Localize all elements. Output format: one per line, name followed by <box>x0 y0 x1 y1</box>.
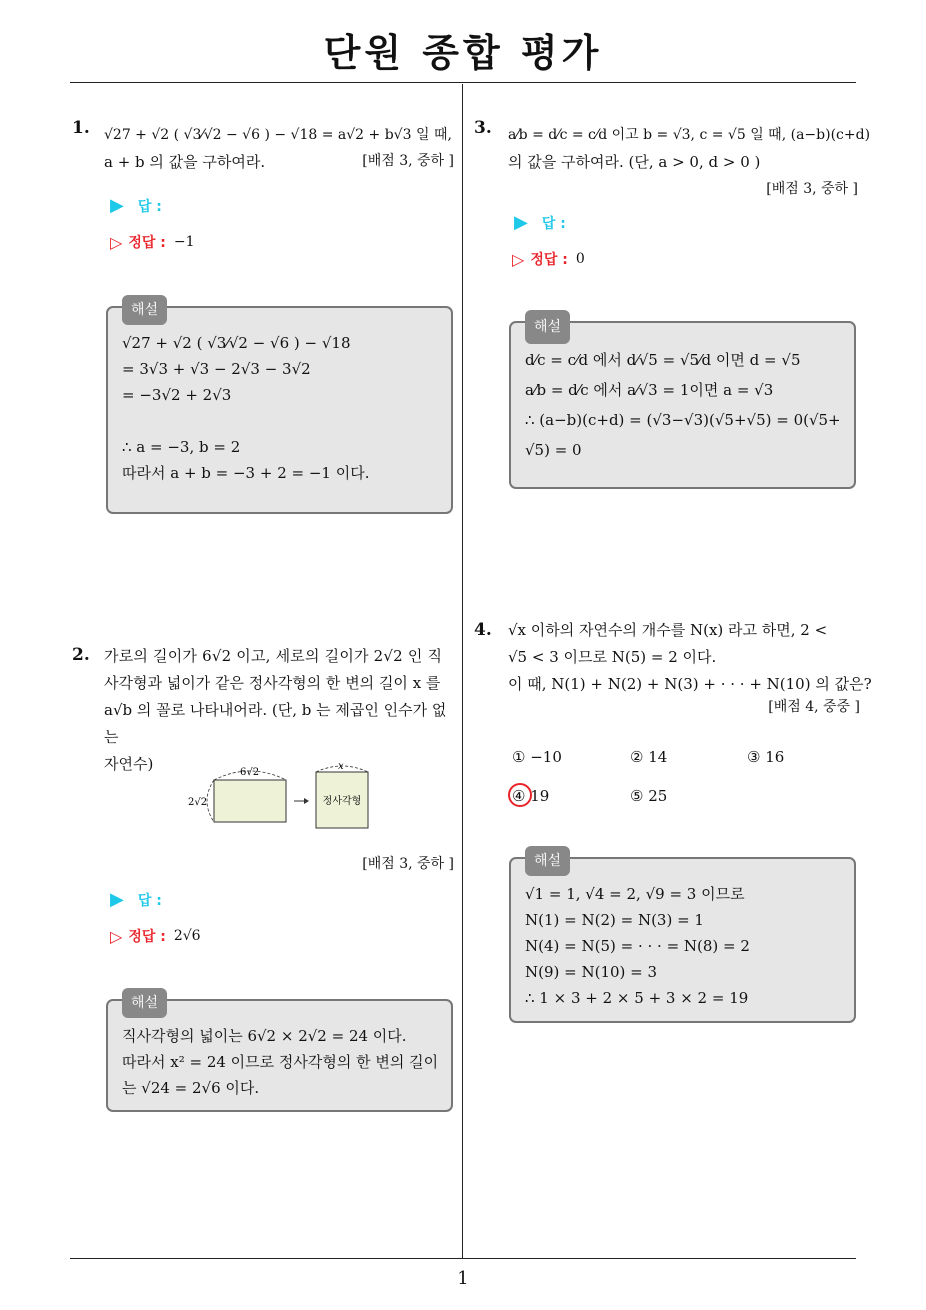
correct-label: 정답 : <box>530 252 568 268</box>
arrow-icon <box>304 798 309 804</box>
solution-tag: 해설 <box>525 310 570 344</box>
choice-5[interactable]: ⑤ 25 <box>630 787 668 805</box>
problem-1 <box>104 122 454 170</box>
square-side-label: x <box>338 762 344 772</box>
solution-tag: 해설 <box>122 988 167 1018</box>
choice-2[interactable]: ② 14 <box>630 748 668 766</box>
outline-triangle-icon: ▷ <box>110 926 123 946</box>
rect-height-label: 2√2 <box>188 797 208 808</box>
correct-label: 정답 : <box>128 929 166 945</box>
problem-3-solution: 해설 d⁄c = c⁄d 에서 d⁄√5 = √5⁄d 이면 d = √5 a⁄b = d⁄c 에서 a⁄√3 = 1이면 a = √3 ∴ (a−b)(c+d) = (√3−√3)(√5+√5) = 0(√5+ √5) = 0 <box>509 321 856 489</box>
problem-1-correct-value: −1 <box>173 234 195 250</box>
problem-3-answer-field[interactable] <box>514 212 566 233</box>
problem-4-number: 4. <box>474 620 492 640</box>
problem-1-text: √27 + √2 ( √3⁄√2 − √6 ) − √18 = a√2 + b√3 일 때, a + b 의 값을 구하여라. <box>104 127 452 171</box>
problem-3-text: a⁄b = d⁄c = c⁄d 이고 b = √3, c = √5 일 때, (a−b)(c+d) 의 값을 구하여라. (단, a > 0, d > 0 ) <box>508 127 871 171</box>
problem-3-score: [배점 3, 중하 ] <box>766 181 858 197</box>
choice-4[interactable]: ④ 19 <box>512 787 550 805</box>
problem-1-correct <box>110 232 194 252</box>
play-triangle-icon: ▶ <box>514 212 528 233</box>
problem-2-answer-field[interactable] <box>110 889 162 910</box>
solution-tag: 해설 <box>525 846 570 876</box>
problem-4-text: √x 이하의 자연수의 개수를 N(x) 라고 하면, 2 < √5 < 3 이므로 N(5) = 2 이다. 이 때, N(1) + N(2) + N(3) + · · · + N(10) 의 값은? <box>508 621 872 693</box>
problem-2-score: [배점 3, 중하 ] <box>362 856 454 872</box>
outline-triangle-icon: ▷ <box>110 232 123 252</box>
problem-1-answer-field[interactable] <box>110 195 162 216</box>
problem-2-solution: 해설 직사각형의 넓이는 6√2 × 2√2 = 24 이다. 따라서 x² = 24 이므로 정사각형의 한 변의 길이 는 √24 = 2√6 이다. <box>106 999 453 1112</box>
answer-label: 답 : <box>137 198 162 215</box>
header-rule <box>70 82 856 83</box>
page-title: 단원 종합 평가 <box>323 31 603 75</box>
problem-1-score: [배점 3, 중하 ] <box>362 153 454 169</box>
choice-1[interactable]: ① −10 <box>512 748 562 766</box>
problem-1-number: 1. <box>72 118 90 138</box>
selected-answer-circle-icon <box>508 783 532 807</box>
page-number: 1 <box>457 1268 469 1289</box>
play-triangle-icon: ▶ <box>110 195 124 216</box>
answer-label: 답 : <box>541 215 566 232</box>
rectangle-to-square-figure <box>186 762 386 832</box>
answer-label: 답 : <box>137 892 162 909</box>
problem-1-solution: 해설 √27 + √2 ( √3⁄√2 − √6 ) − √18 = 3√3 + √3 − 2√3 − 3√2 = −3√2 + 2√3 ∴ a = −3, b = 2 따라서 a + b = −3 + 2 = −1 이다. <box>106 306 453 514</box>
problem-4 <box>508 617 872 716</box>
play-triangle-icon: ▶ <box>110 889 124 910</box>
problem-2-number: 2. <box>72 645 90 665</box>
solution-tag: 해설 <box>122 295 167 325</box>
footer-rule <box>70 1258 856 1259</box>
problem-4-score: [배점 4, 중중 ] <box>768 699 860 715</box>
problem-3-correct-value: 0 <box>575 251 585 267</box>
column-divider <box>462 84 463 1259</box>
problem-2-correct-value: 2√6 <box>173 928 201 944</box>
rect-width-label: 6√2 <box>240 767 260 778</box>
choice-3[interactable]: ③ 16 <box>747 748 785 766</box>
problem-2-correct <box>110 926 201 946</box>
problem-2-text: 가로의 길이가 6√2 이고, 세로의 길이가 2√2 인 직 사각형과 넓이가 같은 정사각형의 한 변의 길이 x 를 a√b 의 꼴로 나타내어라. (단, b 는 제곱인 인수가 없는 자연수) <box>104 647 447 773</box>
rectangle-shape <box>214 780 286 822</box>
problem-3-number: 3. <box>474 118 492 138</box>
problem-3-correct <box>512 249 585 269</box>
square-text: 정사각형 <box>322 796 362 807</box>
correct-label: 정답 : <box>128 235 166 251</box>
outline-triangle-icon: ▷ <box>512 249 525 269</box>
problem-4-solution: 해설 √1 = 1, √4 = 2, √9 = 3 이므로 N(1) = N(2) = N(3) = 1 N(4) = N(5) = · · · = N(8) = 2 N(9) = N(10) = 3 ∴ 1 × 3 + 2 × 5 + 3 × 2 = 19 <box>509 857 856 1023</box>
problem-3 <box>508 122 871 198</box>
